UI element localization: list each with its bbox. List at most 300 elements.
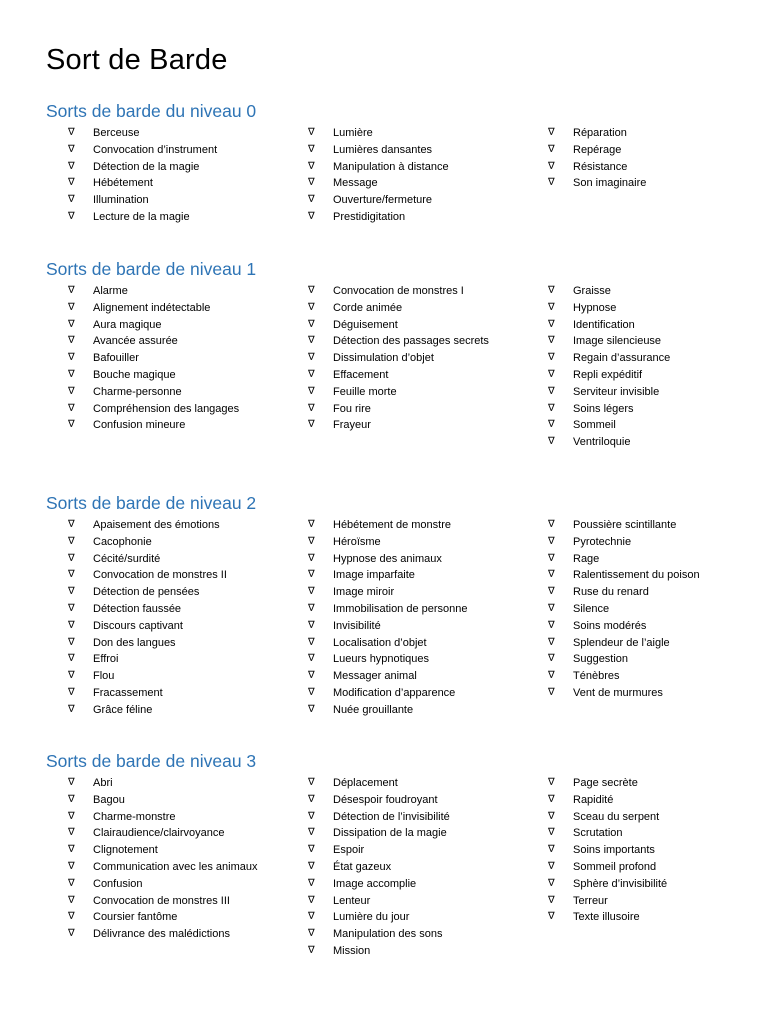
spell-name: Image accomplie <box>333 877 417 890</box>
spell-name: Ventriloquie <box>573 436 631 449</box>
spell-list-item <box>548 668 768 685</box>
spell-list-item <box>548 584 768 601</box>
spell-list-item <box>548 601 768 618</box>
spell-list-item <box>308 943 533 960</box>
triangle-bullet-icon: ∇ <box>308 519 315 530</box>
spell-name: État gazeux <box>333 860 392 873</box>
triangle-bullet-icon: ∇ <box>68 844 75 856</box>
spell-name: Image imparfaite <box>333 569 415 582</box>
spell-name: Avancée assurée <box>93 335 178 348</box>
triangle-bullet-icon: ∇ <box>308 285 315 296</box>
triangle-bullet-icon: ∇ <box>68 177 75 189</box>
spell-name: Messager animal <box>333 670 417 683</box>
spell-column <box>68 125 298 226</box>
spell-name: Repli expéditif <box>573 368 643 381</box>
triangle-bullet-icon: ∇ <box>548 894 555 906</box>
spell-name: Charme-monstre <box>93 810 176 823</box>
triangle-bullet-icon: ∇ <box>308 160 315 172</box>
spell-name: Serviteur invisible <box>573 385 660 398</box>
spell-list-item <box>308 651 533 668</box>
spell-list-item <box>308 125 533 142</box>
spell-list-item <box>548 517 768 534</box>
spell-list-item <box>308 893 533 910</box>
spell-list-item <box>548 350 768 367</box>
spell-name: Graisse <box>573 285 611 297</box>
spell-name: Abri <box>93 777 113 789</box>
spell-list-item <box>308 551 533 568</box>
spell-name: Ruse du renard <box>573 586 649 599</box>
triangle-bullet-icon: ∇ <box>308 827 315 839</box>
triangle-bullet-icon: ∇ <box>68 619 75 631</box>
triangle-bullet-icon: ∇ <box>548 127 555 138</box>
spell-list-item <box>68 125 293 142</box>
triangle-bullet-icon: ∇ <box>68 368 75 380</box>
spell-name: Sceau du serpent <box>573 810 660 823</box>
spell-list-item <box>68 859 293 876</box>
spell-name: Clignotement <box>93 844 158 857</box>
spell-name: Flou <box>93 670 115 683</box>
spell-list-item <box>548 618 768 635</box>
triangle-bullet-icon: ∇ <box>548 177 555 189</box>
triangle-bullet-icon: ∇ <box>548 385 555 397</box>
spell-name: Fou rire <box>333 402 371 415</box>
triangle-bullet-icon: ∇ <box>548 586 555 598</box>
spell-name: Scrutation <box>573 827 623 840</box>
spell-list-item <box>68 551 293 568</box>
spell-name: Lumières dansantes <box>333 143 433 156</box>
spell-name: Héroïsme <box>333 535 381 548</box>
triangle-bullet-icon: ∇ <box>548 160 555 172</box>
spell-list-item <box>68 702 293 719</box>
triangle-bullet-icon: ∇ <box>68 335 75 347</box>
triangle-bullet-icon: ∇ <box>68 519 75 530</box>
triangle-bullet-icon: ∇ <box>548 653 555 665</box>
spell-name: Détection de pensées <box>93 586 200 599</box>
spell-list-item <box>548 142 768 159</box>
spell-list-item <box>68 685 293 702</box>
spell-name: Lenteur <box>333 894 371 907</box>
spell-list-item <box>548 551 768 568</box>
triangle-bullet-icon: ∇ <box>68 535 75 547</box>
triangle-bullet-icon: ∇ <box>68 285 75 296</box>
spell-column <box>548 775 768 926</box>
spell-name: Rapidité <box>573 793 614 806</box>
spell-column <box>308 517 538 719</box>
triangle-bullet-icon: ∇ <box>548 436 555 448</box>
spell-name: Grâce féline <box>93 703 153 716</box>
spell-list-item <box>68 792 293 809</box>
spell-list-item <box>548 825 768 842</box>
spell-list-item <box>308 159 533 176</box>
spell-name: Message <box>333 177 378 190</box>
spell-list-item <box>68 809 293 826</box>
spell-name: Lumière du jour <box>333 911 410 924</box>
triangle-bullet-icon: ∇ <box>308 335 315 347</box>
triangle-bullet-icon: ∇ <box>68 636 75 648</box>
spell-name: Cécité/surdité <box>93 552 161 565</box>
triangle-bullet-icon: ∇ <box>548 686 555 698</box>
spell-list-item <box>68 209 293 226</box>
spell-name: Discours captivant <box>93 619 183 632</box>
section-heading: Sorts de barde du niveau 0 <box>46 101 257 121</box>
triangle-bullet-icon: ∇ <box>308 860 315 872</box>
triangle-bullet-icon: ∇ <box>308 301 315 313</box>
spell-name: Effroi <box>93 653 119 666</box>
spell-column <box>548 125 768 192</box>
spell-name: Hébétement <box>93 177 153 190</box>
spell-name: Image miroir <box>333 586 395 599</box>
spell-list-item <box>308 534 533 551</box>
section-heading: Sorts de barde de niveau 2 <box>46 493 257 513</box>
spell-name: Détection de l’invisibilité <box>333 810 450 823</box>
spell-list-item <box>68 635 293 652</box>
spell-name: Pyrotechnie <box>573 535 632 548</box>
spell-list-item <box>68 142 293 159</box>
triangle-bullet-icon: ∇ <box>308 877 315 889</box>
spell-list-item <box>68 317 293 334</box>
spell-list-item <box>68 601 293 618</box>
spell-name: Suggestion <box>573 653 629 666</box>
spell-name: Aura magique <box>93 318 162 331</box>
spell-list-item <box>308 142 533 159</box>
spell-list-item <box>548 893 768 910</box>
triangle-bullet-icon: ∇ <box>308 911 315 923</box>
section-heading: Sorts de barde de niveau 3 <box>46 751 257 771</box>
triangle-bullet-icon: ∇ <box>68 703 75 715</box>
spell-list-item <box>308 417 533 434</box>
spell-list-item <box>548 384 768 401</box>
spell-list-item <box>548 401 768 418</box>
spell-column <box>548 283 768 451</box>
triangle-bullet-icon: ∇ <box>308 653 315 665</box>
spell-name: Silence <box>573 602 610 615</box>
spell-name: Délivrance des malédictions <box>93 928 230 941</box>
triangle-bullet-icon: ∇ <box>308 670 315 682</box>
triangle-bullet-icon: ∇ <box>68 385 75 397</box>
triangle-bullet-icon: ∇ <box>308 777 315 788</box>
triangle-bullet-icon: ∇ <box>68 552 75 564</box>
spell-column <box>548 517 768 702</box>
triangle-bullet-icon: ∇ <box>308 419 315 431</box>
spell-list-item <box>548 417 768 434</box>
spell-column <box>68 517 298 719</box>
spell-list-item <box>68 300 293 317</box>
triangle-bullet-icon: ∇ <box>308 636 315 648</box>
spell-name: Hypnose <box>573 301 617 314</box>
triangle-bullet-icon: ∇ <box>308 318 315 330</box>
spell-list-item <box>308 300 533 317</box>
spell-list-item <box>68 417 293 434</box>
spell-name: Fracassement <box>93 686 163 699</box>
spell-name: Cacophonie <box>93 535 152 548</box>
spell-list-item <box>308 809 533 826</box>
spell-name: Dissipation de la magie <box>333 827 447 840</box>
spell-list-item <box>68 775 293 792</box>
spell-name: Terreur <box>573 894 608 907</box>
triangle-bullet-icon: ∇ <box>68 877 75 889</box>
spell-name: Détection de la magie <box>93 160 200 173</box>
triangle-bullet-icon: ∇ <box>548 619 555 631</box>
spell-list-item <box>68 517 293 534</box>
spell-name: Charme-personne <box>93 385 182 398</box>
spell-name: Localisation d’objet <box>333 636 427 649</box>
spell-list-item <box>308 685 533 702</box>
triangle-bullet-icon: ∇ <box>548 402 555 414</box>
triangle-bullet-icon: ∇ <box>308 793 315 805</box>
spell-name: Convocation de monstres III <box>93 894 230 907</box>
spell-list-item <box>68 333 293 350</box>
triangle-bullet-icon: ∇ <box>68 318 75 330</box>
spell-list-item <box>68 159 293 176</box>
spell-name: Alignement indétectable <box>93 301 211 314</box>
spell-name: Don des langues <box>93 636 176 649</box>
spell-column <box>308 775 538 960</box>
triangle-bullet-icon: ∇ <box>548 670 555 682</box>
spell-name: Prestidigitation <box>333 210 406 223</box>
spell-name: Détection des passages secrets <box>333 335 489 348</box>
triangle-bullet-icon: ∇ <box>308 586 315 598</box>
spell-list-item <box>548 125 768 142</box>
spell-list-item <box>308 909 533 926</box>
triangle-bullet-icon: ∇ <box>68 143 75 155</box>
spell-list-item <box>308 283 533 300</box>
spell-name: Modification d’apparence <box>333 686 456 699</box>
spell-list-item <box>68 876 293 893</box>
triangle-bullet-icon: ∇ <box>548 535 555 547</box>
spell-name: Hypnose des animaux <box>333 552 442 565</box>
triangle-bullet-icon: ∇ <box>308 602 315 614</box>
spell-list-item <box>548 651 768 668</box>
spell-name: Espoir <box>333 844 365 857</box>
spell-list-item <box>68 283 293 300</box>
spell-list-item <box>308 367 533 384</box>
page-title: Sort de Barde <box>46 44 228 76</box>
spell-list-item <box>308 567 533 584</box>
spell-list-item <box>68 909 293 926</box>
triangle-bullet-icon: ∇ <box>548 335 555 347</box>
spell-name: Confusion <box>93 877 143 890</box>
triangle-bullet-icon: ∇ <box>68 419 75 431</box>
triangle-bullet-icon: ∇ <box>548 810 555 822</box>
spell-column <box>308 283 538 434</box>
spell-name: Compréhension des langages <box>93 402 240 415</box>
triangle-bullet-icon: ∇ <box>68 911 75 923</box>
spell-list-item <box>308 775 533 792</box>
spell-name: Son imaginaire <box>573 177 647 190</box>
spell-list-item <box>308 601 533 618</box>
spell-list-item <box>308 350 533 367</box>
triangle-bullet-icon: ∇ <box>308 703 315 715</box>
triangle-bullet-icon: ∇ <box>68 402 75 414</box>
spell-list-item <box>308 635 533 652</box>
spell-name: Regain d’assurance <box>573 352 671 365</box>
spell-list-item <box>308 584 533 601</box>
triangle-bullet-icon: ∇ <box>68 670 75 682</box>
spell-list-item <box>548 159 768 176</box>
triangle-bullet-icon: ∇ <box>68 860 75 872</box>
spell-list-item <box>548 175 768 192</box>
spell-column <box>308 125 538 226</box>
spell-name: Bouche magique <box>93 368 176 381</box>
spell-name: Ralentissement du poison <box>573 569 700 582</box>
spell-name: Apaisement des émotions <box>93 519 220 531</box>
spell-name: Nuée grouillante <box>333 703 414 716</box>
spell-list-item <box>548 809 768 826</box>
triangle-bullet-icon: ∇ <box>548 827 555 839</box>
spell-list-item <box>308 192 533 209</box>
spell-name: Mission <box>333 944 371 957</box>
triangle-bullet-icon: ∇ <box>308 127 315 138</box>
spell-list-item <box>548 909 768 926</box>
spell-list-item <box>68 192 293 209</box>
spell-name: Feuille morte <box>333 385 397 398</box>
spell-name: Lumière <box>333 127 373 139</box>
spell-list-item <box>68 567 293 584</box>
spell-list-item <box>308 618 533 635</box>
spell-name: Résistance <box>573 160 628 173</box>
triangle-bullet-icon: ∇ <box>548 368 555 380</box>
spell-name: Image silencieuse <box>573 335 662 348</box>
triangle-bullet-icon: ∇ <box>548 636 555 648</box>
triangle-bullet-icon: ∇ <box>548 318 555 330</box>
spell-name: Immobilisation de personne <box>333 602 468 615</box>
spell-column <box>68 775 298 943</box>
spell-list-item <box>548 567 768 584</box>
triangle-bullet-icon: ∇ <box>308 569 315 581</box>
spell-name: Identification <box>573 318 635 331</box>
spell-list-item <box>308 333 533 350</box>
spell-list-item <box>548 434 768 451</box>
triangle-bullet-icon: ∇ <box>68 777 75 788</box>
triangle-bullet-icon: ∇ <box>68 793 75 805</box>
triangle-bullet-icon: ∇ <box>308 552 315 564</box>
spell-name: Lueurs hypnotiques <box>333 653 430 666</box>
triangle-bullet-icon: ∇ <box>68 928 75 940</box>
triangle-bullet-icon: ∇ <box>548 352 555 364</box>
spell-list-item <box>68 668 293 685</box>
triangle-bullet-icon: ∇ <box>308 619 315 631</box>
triangle-bullet-icon: ∇ <box>308 210 315 222</box>
spell-name: Repérage <box>573 143 622 156</box>
spell-list-item <box>308 401 533 418</box>
triangle-bullet-icon: ∇ <box>548 285 555 296</box>
triangle-bullet-icon: ∇ <box>68 894 75 906</box>
triangle-bullet-icon: ∇ <box>308 385 315 397</box>
triangle-bullet-icon: ∇ <box>548 911 555 923</box>
spell-name: Détection faussée <box>93 602 182 615</box>
spell-name: Rage <box>573 552 600 565</box>
spell-list-item <box>308 317 533 334</box>
triangle-bullet-icon: ∇ <box>548 569 555 581</box>
spell-list-item <box>68 384 293 401</box>
triangle-bullet-icon: ∇ <box>308 944 315 956</box>
spell-list-item <box>68 825 293 842</box>
spell-list-item <box>68 534 293 551</box>
spell-list-item <box>68 842 293 859</box>
spell-name: Effacement <box>333 368 389 381</box>
spell-name: Texte illusoire <box>573 911 640 924</box>
triangle-bullet-icon: ∇ <box>548 860 555 872</box>
spell-name: Soins légers <box>573 402 634 415</box>
spell-list-item <box>548 876 768 893</box>
spell-name: Dissimulation d’objet <box>333 352 434 365</box>
triangle-bullet-icon: ∇ <box>548 793 555 805</box>
spell-list-item <box>68 926 293 943</box>
spell-list-item <box>308 517 533 534</box>
spell-name: Frayeur <box>333 419 371 432</box>
triangle-bullet-icon: ∇ <box>308 928 315 940</box>
spell-list-item <box>68 893 293 910</box>
spell-list-item <box>548 635 768 652</box>
spell-name: Sommeil <box>573 419 616 432</box>
spell-name: Splendeur de l’aigle <box>573 636 670 649</box>
spell-name: Hébétement de monstre <box>333 519 452 531</box>
spell-list-item <box>548 775 768 792</box>
spell-list-item <box>548 859 768 876</box>
spell-list-item <box>548 283 768 300</box>
spell-name: Confusion mineure <box>93 419 186 432</box>
spell-list-item <box>308 876 533 893</box>
triangle-bullet-icon: ∇ <box>548 552 555 564</box>
spell-name: Vent de murmures <box>573 686 663 699</box>
triangle-bullet-icon: ∇ <box>548 844 555 856</box>
spell-name: Soins modérés <box>573 619 647 632</box>
triangle-bullet-icon: ∇ <box>308 177 315 189</box>
spell-name: Manipulation des sons <box>333 928 443 941</box>
triangle-bullet-icon: ∇ <box>308 402 315 414</box>
spell-name: Berceuse <box>93 127 140 139</box>
triangle-bullet-icon: ∇ <box>68 127 75 138</box>
spell-list-item <box>308 175 533 192</box>
spell-list-item <box>308 825 533 842</box>
spell-list-item <box>548 333 768 350</box>
spell-list-item <box>308 209 533 226</box>
spell-name: Convocation de monstres I <box>333 285 464 297</box>
spell-list-item <box>548 300 768 317</box>
triangle-bullet-icon: ∇ <box>548 877 555 889</box>
spell-name: Ouverture/fermeture <box>333 194 433 207</box>
triangle-bullet-icon: ∇ <box>308 686 315 698</box>
triangle-bullet-icon: ∇ <box>68 301 75 313</box>
triangle-bullet-icon: ∇ <box>68 602 75 614</box>
spell-list-item <box>548 842 768 859</box>
spell-list-item <box>308 842 533 859</box>
triangle-bullet-icon: ∇ <box>308 894 315 906</box>
triangle-bullet-icon: ∇ <box>308 194 315 206</box>
spell-name: Manipulation à distance <box>333 160 449 173</box>
spell-list-item <box>68 350 293 367</box>
triangle-bullet-icon: ∇ <box>308 352 315 364</box>
triangle-bullet-icon: ∇ <box>68 810 75 822</box>
triangle-bullet-icon: ∇ <box>68 210 75 222</box>
spell-list-item <box>68 401 293 418</box>
spell-list-item <box>68 584 293 601</box>
triangle-bullet-icon: ∇ <box>308 844 315 856</box>
spell-name: Clairaudience/clairvoyance <box>93 827 225 840</box>
spell-name: Lecture de la magie <box>93 210 190 223</box>
spell-list-item <box>308 668 533 685</box>
triangle-bullet-icon: ∇ <box>68 160 75 172</box>
triangle-bullet-icon: ∇ <box>68 827 75 839</box>
triangle-bullet-icon: ∇ <box>68 686 75 698</box>
spell-list-item <box>308 859 533 876</box>
spell-name: Corde animée <box>333 301 403 314</box>
spell-name: Coursier fantôme <box>93 911 178 924</box>
triangle-bullet-icon: ∇ <box>548 602 555 614</box>
spell-list-item <box>68 367 293 384</box>
triangle-bullet-icon: ∇ <box>68 569 75 581</box>
spell-column <box>68 283 298 434</box>
